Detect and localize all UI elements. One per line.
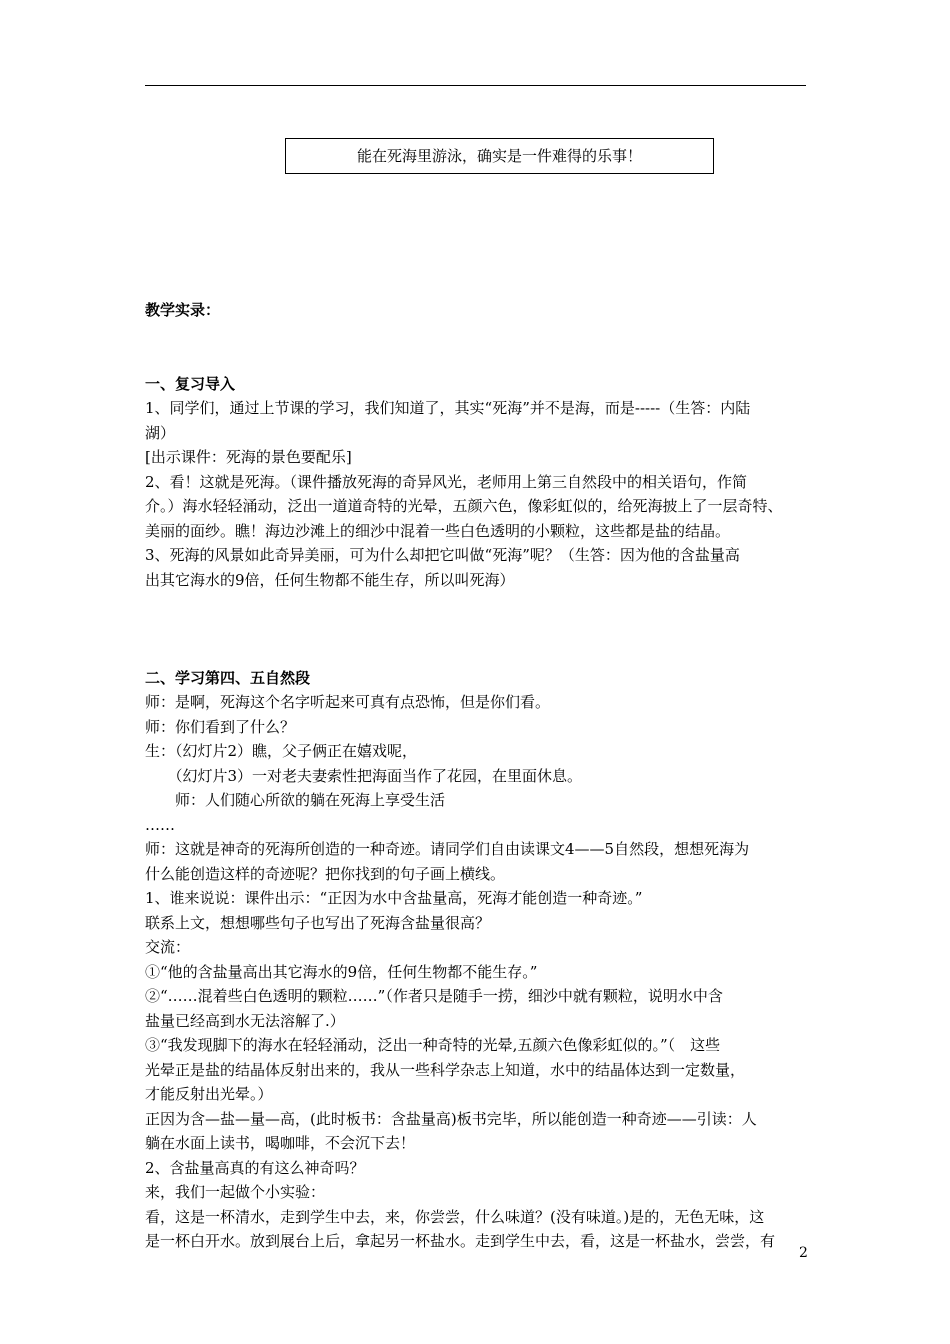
header-quote: 能在死海里游泳，确实是一件难得的乐事！ bbox=[356, 147, 642, 165]
paragraph-line: 1、谁来说说：课件出示：“正因为水中含盐量高，死海才能创造一种奇迹。” bbox=[145, 889, 643, 907]
section-title: 教学实录： bbox=[145, 301, 221, 319]
document-body bbox=[145, 298, 807, 1254]
paragraph-line: 交流： bbox=[145, 938, 191, 956]
spacer bbox=[145, 592, 807, 641]
header-quote-box bbox=[285, 138, 714, 174]
paragraph-line: 联系上文，想想哪些句子也写出了死海含盐量很高？ bbox=[145, 913, 491, 932]
paragraph-line: 师：这就是神奇的死海所创造的一种奇迹。请同学们自由读课文4——5自然段，想想死海为 bbox=[145, 840, 750, 858]
paragraph-line: ①“他的含盐量高出其它海水的9倍，任何生物都不能生存。” bbox=[145, 962, 538, 981]
paragraph-line: 师：人们随心所欲的躺在死海上享受生活 bbox=[145, 791, 446, 809]
paragraph-line: 3、死海的风景如此奇异美丽，可为什么却把它叫做“死海”呢？（生答：因为他的含盐量高 bbox=[145, 546, 740, 564]
paragraph-line: 光晕正是盐的结晶体反射出来的，我从一些科学杂志上知道，水中的结晶体达到一定数量， bbox=[145, 1060, 746, 1079]
header-rule bbox=[145, 85, 806, 86]
paragraph-line: 湖） bbox=[145, 423, 176, 442]
paragraph-line: 出其它海水的9倍，任何生物都不能生存，所以叫死海） bbox=[145, 570, 515, 589]
paragraph-line: 躺在水面上读书，喝咖啡，不会沉下去！ bbox=[145, 1134, 416, 1152]
paragraph-line: [出示课件：死海的景色要配乐] bbox=[145, 448, 352, 466]
paragraph-line: ③“我发现脚下的海水在轻轻涌动，泛出一种奇特的光晕,五颜六色像彩虹似的。”（ 这些 bbox=[145, 1036, 721, 1054]
paragraph-line: （幻灯片3）一对老夫妻索性把海面当作了花园，在里面休息。 bbox=[145, 766, 583, 785]
spacer bbox=[145, 323, 807, 372]
paragraph-line: 1、同学们，通过上节课的学习，我们知道了，其实“死海”并不是海，而是-----（生答：内陆 bbox=[145, 399, 751, 417]
paragraph-line: 生：（幻灯片2）瞧，父子俩正在嬉戏呢， bbox=[145, 742, 418, 760]
paragraph-line: 才能反射出光晕。） bbox=[145, 1085, 273, 1103]
paragraph-line: 师：是啊，死海这个名字听起来可真有点恐怖，但是你们看。 bbox=[145, 693, 551, 711]
page-number: 2 bbox=[799, 1245, 808, 1261]
paragraph-line: 是一杯白开水。放到展台上后，拿起另一杯盐水。走到学生中去，看，这是一杯盐水，尝尝，有 bbox=[145, 1232, 776, 1250]
paragraph-line: 正因为含—盐—量—高，(此时板书：含盐量高)板书完毕，所以能创造一种奇迹——引读：人 bbox=[145, 1109, 757, 1128]
paragraph-line: 师：你们看到了什么？ bbox=[145, 717, 296, 736]
paragraph-line: 介。）海水轻轻涌动，泛出一道道奇特的光晕，五颜六色，像彩虹似的，给死海披上了一层奇特、 bbox=[145, 497, 783, 515]
paragraph-line: 美丽的面纱。瞧！海边沙滩上的细沙中混着一些白色透明的小颗粒，这些都是盐的结晶。 bbox=[145, 521, 731, 540]
part1-heading: 一、复习导入 bbox=[145, 374, 236, 393]
paragraph-line: 什么能创造这样的奇迹呢？把你找到的句子画上横线。 bbox=[145, 864, 506, 883]
paragraph-line: 2、看！这就是死海。（课件播放死海的奇异风光，老师用上第三自然段中的相关语句，作简 bbox=[145, 472, 748, 491]
paragraph-line: 来，我们一起做个小实验： bbox=[145, 1183, 326, 1201]
spacer bbox=[145, 641, 807, 666]
paragraph-line: ②“……混着些白色透明的颗粒……”（作者只是随手一捞，细沙中就有颗粒，说明水中含 bbox=[145, 987, 723, 1005]
paragraph-line: …… bbox=[145, 815, 175, 834]
paragraph-line: 看，这是一杯清水，走到学生中去，来，你尝尝，什么味道？(没有味道。)是的，无色无味，这 bbox=[145, 1207, 765, 1226]
paragraph-line: 2、含盐量高真的有这么神奇吗？ bbox=[145, 1158, 365, 1177]
part2-heading: 二、学习第四、五自然段 bbox=[145, 668, 311, 687]
paragraph-line: 盐量已经高到水无法溶解了.） bbox=[145, 1011, 345, 1030]
